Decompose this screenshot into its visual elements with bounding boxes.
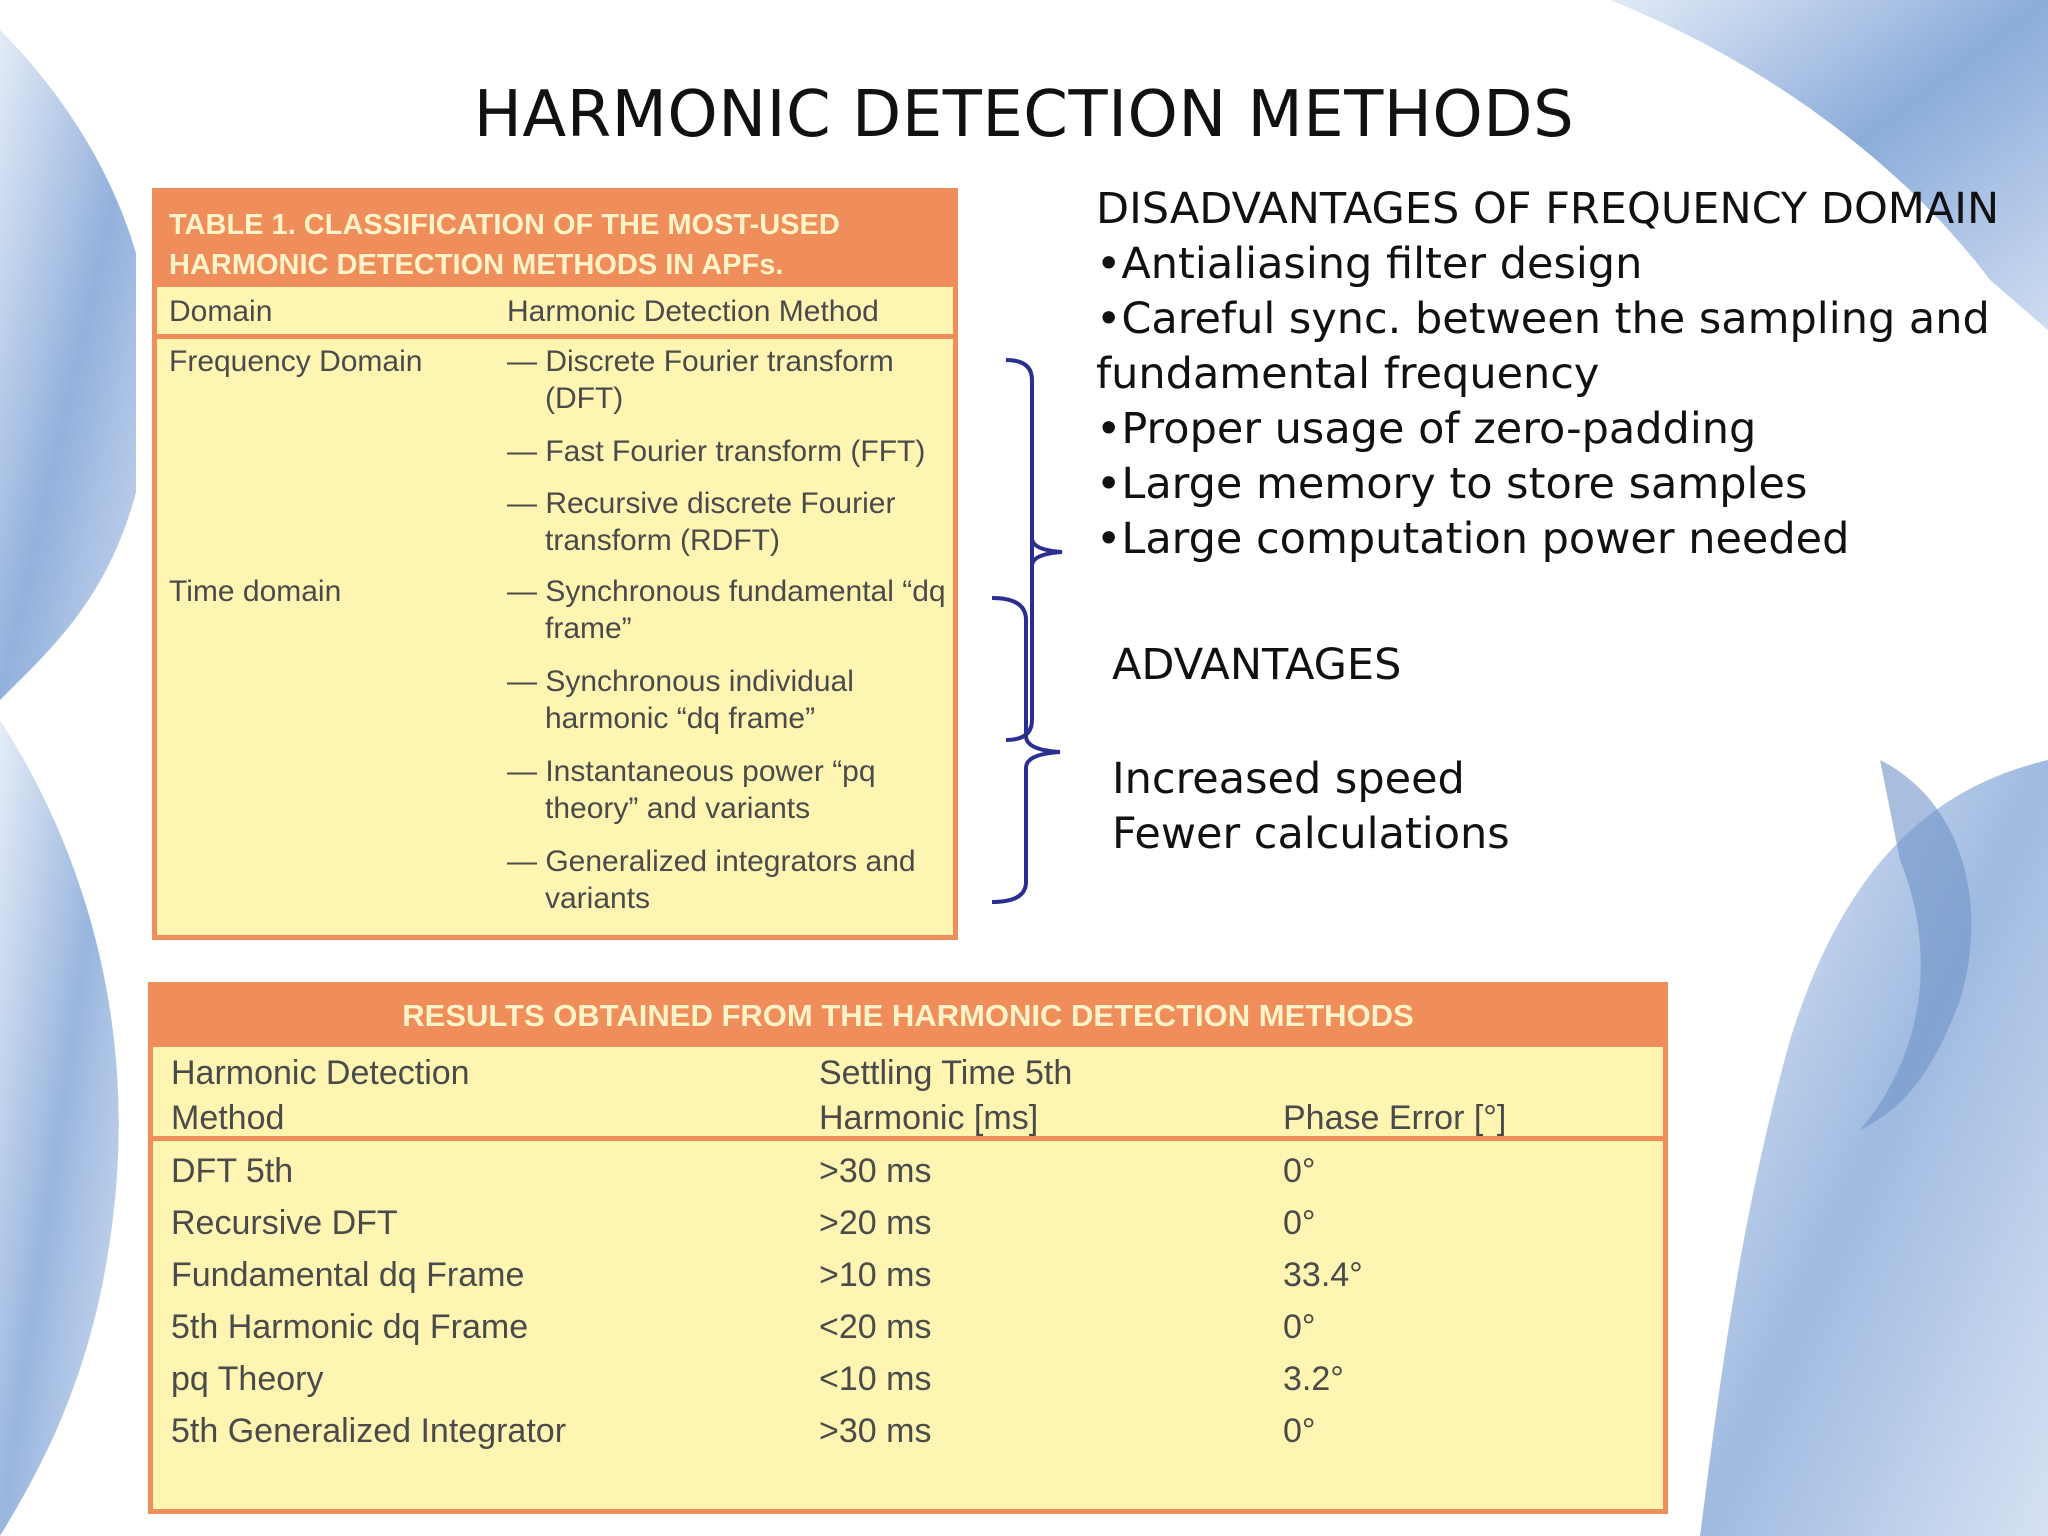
row-settling: <10 ms [819,1360,932,1398]
table2-col-settling-line1: Settling Time 5th [819,1054,1073,1092]
results-table [148,982,1668,1514]
row-phase: 0° [1283,1204,1316,1242]
slide-title: HARMONIC DETECTION METHODS [473,78,1575,152]
table1-caption [157,193,953,287]
method-item: — Recursive discrete Fourier transform (RDFT) [507,487,896,557]
table-row [153,1197,1663,1249]
row-settling: <20 ms [819,1308,932,1346]
table2-col-settling [819,1051,1072,1141]
table1-col-method: Harmonic Detection Method [507,295,879,328]
table2-col-method-line1: Harmonic Detection [171,1054,470,1092]
row-phase: 0° [1283,1308,1316,1346]
domain-frequency: Frequency Domain [169,345,423,378]
method-item: — Instantaneous power “pq theory” and variants [507,755,876,825]
row-phase: 0° [1283,1412,1316,1450]
table-row [153,1145,1663,1197]
table2-col-method [171,1051,470,1141]
row-phase: 0° [1283,1152,1316,1190]
disadvantage-item: •Large computation power needed [1096,514,1850,564]
method-item: — Discrete Fourier transform (DFT) [507,345,894,415]
table1-col-domain: Domain [169,295,273,328]
table2-caption: RESULTS OBTAINED FROM THE HARMONIC DETECTION METHODS [153,987,1663,1047]
disadvantage-item: •Careful sync. between the sampling and [1096,294,1990,344]
advantages-list [1112,752,1510,862]
row-settling: >10 ms [819,1256,932,1294]
disadvantage-item: •Antialiasing filter design [1096,239,1643,289]
bracket-group [980,340,1090,920]
table2-col-settling-line2: Harmonic [ms] [819,1099,1039,1137]
table-row [153,1301,1663,1353]
row-method: 5th Harmonic dq Frame [171,1308,529,1346]
method-item: — Generalized integrators and variants [507,845,916,915]
row-method: pq Theory [171,1360,324,1398]
disadvantage-item: •Large memory to store samples [1096,459,1808,509]
row-method: Recursive DFT [171,1204,398,1242]
row-method: DFT 5th [171,1152,294,1190]
table2-col-method-line2: Method [171,1099,285,1137]
row-phase: 33.4° [1283,1256,1363,1294]
table1-caption-line1: TABLE 1. CLASSIFICATION OF THE MOST-USED [169,209,840,241]
row-settling: >20 ms [819,1204,932,1242]
method-item: — Synchronous fundamental “dq frame” [507,575,946,645]
brace-time-icon [992,598,1060,902]
advantage-item: Fewer calculations [1112,809,1510,859]
disadvantage-item: fundamental frequency [1096,349,1600,399]
disadvantages-block [1096,182,1999,567]
brace-frequency-icon [1006,360,1062,740]
advantages-heading: ADVANTAGES [1112,640,1402,690]
table1-header-row [157,287,953,339]
table-row [153,1405,1663,1457]
row-method: 5th Generalized Integrator [171,1412,567,1450]
table-row [153,1353,1663,1405]
disadvantages-heading: DISADVANTAGES OF FREQUENCY DOMAIN [1096,184,2000,234]
table2-col-phase: Phase Error [°] [1283,1099,1507,1137]
row-settling: >30 ms [819,1412,932,1450]
table1-caption-line2: HARMONIC DETECTION METHODS IN APFs. [169,249,784,281]
classification-table [152,188,958,940]
row-method: Fundamental dq Frame [171,1256,525,1294]
table-row [153,1249,1663,1301]
row-phase: 3.2° [1283,1360,1344,1398]
table2-header-row [153,1047,1663,1141]
disadvantage-item: •Proper usage of zero-padding [1096,404,1757,454]
advantage-item: Increased speed [1112,754,1465,804]
method-item: — Synchronous individual harmonic “dq frame” [507,665,854,735]
row-settling: >30 ms [819,1152,932,1190]
method-item: — Fast Fourier transform (FFT) [507,435,926,468]
domain-time: Time domain [169,575,342,608]
